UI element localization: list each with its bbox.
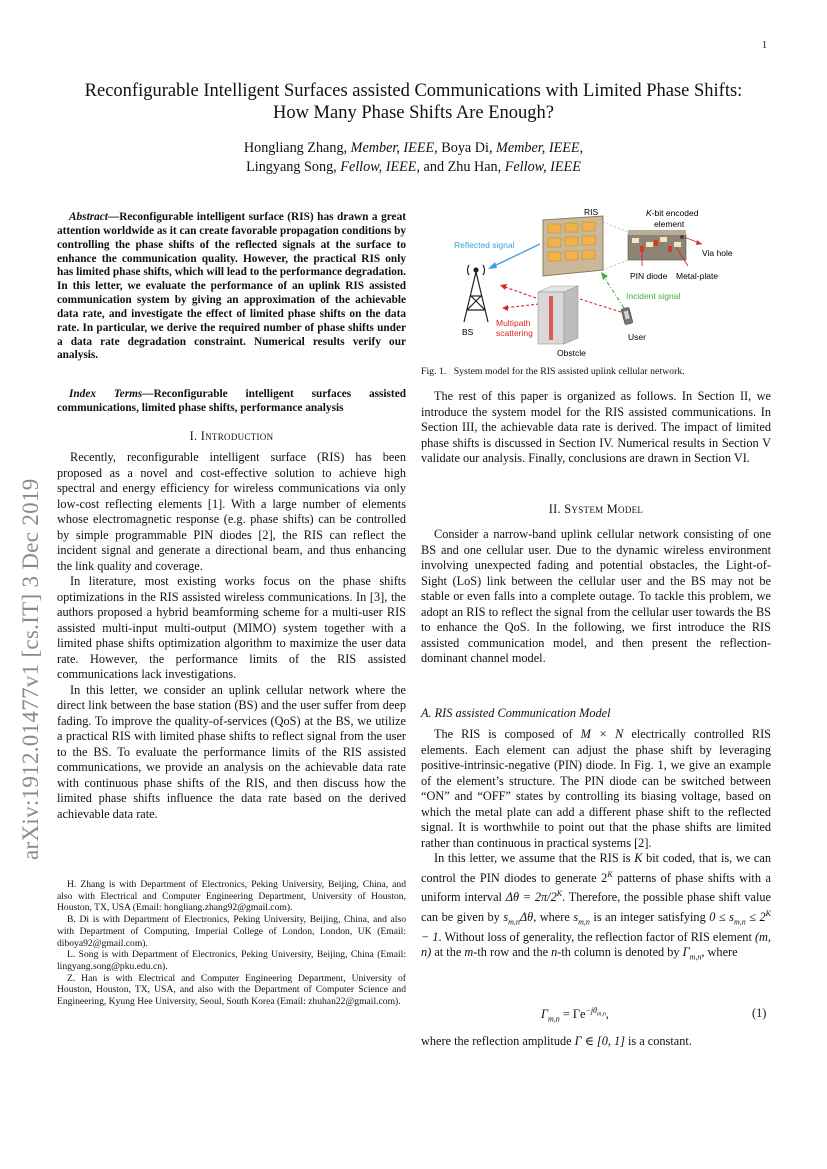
- paper-title: [40, 80, 787, 124]
- author-name: , and Zhu Han,: [416, 159, 505, 175]
- title-line-2: How Many Phase Shifts Are Enough?: [272, 103, 555, 123]
- footnote: H. Zhang is with Department of Electronics, Peking University, Beijing, China, and also with Electrical and Computer Engineering Department, University of Houston, Houston, TX, USA (Email: hongliang.zhang92@gmail.com).: [57, 879, 406, 914]
- section-heading-intro: I. Introduction: [189, 429, 274, 443]
- pin-diode-label: PIN diode: [630, 271, 668, 281]
- author-name: Lingyang Song,: [246, 159, 341, 175]
- author-affil: Fellow, IEEE: [340, 159, 417, 175]
- element-label: element: [654, 219, 685, 229]
- multipath-label-2: scattering: [496, 328, 533, 338]
- index-terms-text: —Reconfigurable intelligent surfaces assisted communications, limited phase shifts, performance analysis: [57, 388, 406, 414]
- paragraph: where the reflection amplitude Γ ∈ [0, 1] is a constant.: [421, 1034, 692, 1048]
- obstacle-label: Obstcle: [557, 348, 586, 358]
- author-list: [40, 139, 787, 177]
- equation-number: (1): [752, 1006, 767, 1020]
- footnotes: [57, 879, 406, 1008]
- ris-panel: [543, 216, 603, 276]
- equation-1: $\Gamma_{m,n} = \Gamma e^{-j\theta_{m,n}}$,: [541, 1006, 609, 1024]
- paragraph: Consider a narrow-band uplink cellular network consisting of one BS and one cellular user. Due to the dynamic wireless environment involving unexpected fading and potential obstacles, the Light-of-Sight (LoS) link between the cellular user and the BS may not be stable or even falls into a complete outage. To tackle this problem, we adopt an RIS to reflect the signal from the cellular user towards the BS to enhance the QoS. In the following, we first introduce the RIS assisted communication model, and then present the reflection-dominant channel model.: [421, 527, 771, 665]
- ris-model-body: [421, 727, 771, 965]
- paragraph: In this letter, we assume that the RIS is K bit coded, that is, we can control the PIN diodes to generate $2^K$ patterns of phase shifts with a uniform interval $\Delta\theta = 2\pi/2^K$. Therefore, the possible phase shift value can be given by $s_{m,n}\Delta\theta$, where $s_{m,n}$ is an integer satisfying $0 \le s_{m,n} \le 2^K - 1$. Without loss of generality, the reflection factor of RIS element (m, n) at the m-th row and the n-th column is denoted by $\Gamma_{m,n}$, where: [421, 851, 771, 962]
- author-name: Hongliang Zhang,: [243, 140, 351, 156]
- index-terms-label: Index Terms: [69, 388, 143, 400]
- section-overview: [421, 389, 771, 467]
- abstract-label: Abstract: [69, 211, 108, 223]
- user-phone-icon: [621, 307, 633, 325]
- figure-caption: [421, 366, 771, 377]
- footnote: B. Di is with Department of Electronics, Peking University, Beijing, China, and also with Department of Computing, Imperial College of London, London, UK (Email: diboya92@gmail.com).: [57, 914, 406, 949]
- figure-caption-label: Fig. 1.: [421, 366, 447, 377]
- arxiv-watermark: arXiv:1912.01477v1 [cs.IT] 3 Dec 2019: [18, 478, 43, 860]
- author-affil: Fellow, IEEE: [504, 159, 581, 175]
- footnote: L. Song is with Department of Electronics, Peking University, Beijing, China (Email: lingyang.song@pku.edu.cn).: [57, 949, 406, 972]
- bs-tower-icon: [464, 265, 488, 322]
- equation-followup: [421, 1034, 771, 1050]
- ris-element-closeup: [628, 230, 686, 260]
- paragraph: In literature, most existing works focus on the phase shifts optimizations in the RIS assisted wireless communications. In [3], the authors proposed a hybrid beamforming scheme for a multi-user RIS assisted multi-input multi-output (MIMO) system together with a limited phase shifts optimization algorithm to maximize the user data rate. However, the performance limits of the RIS assisted communications lack investigations.: [57, 574, 406, 681]
- obstacle-icon: [538, 286, 578, 344]
- figure-caption-text: System model for the RIS assisted uplink cellular network.: [453, 366, 685, 377]
- paragraph: Recently, reconfigurable intelligent surface (RIS) has been proposed as a novel and cost-effective solution to achieve high spectral and energy efficiency for wireless communications via only low-cost reflecting elements [1]. With a large number of elements whose electromagnetic response (e.g. phase shifts) can be controlled by simple programmable PIN diodes [2], the RIS can reflect the incident signal and generate a directional beam, and thus enhancing the link quality and coverage.: [57, 450, 406, 573]
- abstract: [57, 211, 406, 363]
- ris-label: RIS: [584, 207, 599, 217]
- via-hole-label: Via hole: [702, 248, 733, 258]
- author-name: , Boya Di,: [434, 140, 497, 156]
- system-model-figure: [440, 200, 740, 362]
- reflected-signal-label: Reflected signal: [454, 240, 515, 250]
- abstract-text: —Reconfigurable intelligent surface (RIS) has drawn a great attention worldwide as it can create favorable propagation conditions by controlling the phase shifts of the reflected signals at the surface to enhance the communication quality. However, the practical RIS only has limited phase shifts, which will lead to the performance degradation. In this letter, we evaluate the performance of an uplink RIS assisted communication system by giving an approximation of the achievable data rate, and investigate the effect of limited phase shifts on the data rate. In particular, we derive the required number of phase shifts under a data rate degradation constraint. Numerical results verify our analysis.: [57, 211, 406, 362]
- user-label: User: [628, 332, 646, 342]
- metal-plate-label: Metal-plate: [676, 271, 719, 281]
- bs-label: BS: [462, 327, 474, 337]
- author-affil: Member, IEEE: [496, 140, 580, 156]
- author-sep: ,: [579, 140, 584, 156]
- page-number: 1: [762, 40, 767, 51]
- title-line-1: Reconfigurable Intelligent Surfaces assisted Communications with Limited Phase Shifts:: [84, 81, 743, 101]
- authors-line-2: [40, 158, 787, 177]
- paragraph: The RIS is composed of M × N electrically controlled RIS elements. Each element can adjust the phase shift by leveraging positive-intrinsic-negative (PIN) diode. In Fig. 1, we give an example of the element’s structure. The PIN diode can be switched between “ON” and “OFF” states by controlling its biasing voltage, based on which the metal plate can add a different phase shift to the reflected signal. It is worthwhile to point out that the phase shifts are limited rather than continuous in practical systems [2].: [421, 727, 772, 850]
- multipath-label-1: Multipath: [496, 318, 531, 328]
- authors-line-1: [40, 139, 787, 158]
- author-affil: Member, IEEE: [350, 140, 435, 156]
- incident-signal-label: Incident signal: [626, 291, 681, 301]
- subsection-heading-a: A. RIS assisted Communication Model: [421, 706, 611, 720]
- index-terms: [57, 388, 406, 416]
- paragraph: In this letter, we consider an uplink cellular network where the direct link between the base station (BS) and the user suffer from deep fading. To improve the quality-of-services (QoS) at the BS, we utilize a practical RIS with limited phase shifts to reflect signal from the user to the BS. To evaluate the performance limits of the RIS assisted communications, we provide an analysis on the achievable data rate with continuous phase shifts of the RIS, and then discuss how the limited phase shifts influence the data rate based on the derived achievable data rate.: [57, 682, 406, 821]
- system-model-body: [421, 527, 771, 667]
- kbit-label: K-bit encoded: [646, 208, 699, 218]
- footnote: Z. Han is with Electrical and Computer Engineering Department, University of Houston, Houston, TX, USA, and also with the Department of Computer Science and Engineering, Kyung Hee University, Seoul, South Korea (Email: zhuhan22@gmail.com).: [57, 972, 406, 1008]
- intro-body: [57, 450, 406, 822]
- section-heading-system-model: II. System Model: [548, 502, 644, 516]
- paragraph: The rest of this paper is organized as follows. In Section II, we introduce the system model for the RIS assisted communications. In Section III, the achievable data rate is derived. The impact of limited phase shifts is discussed in Section IV. Numerical results in Section V validate our analysis. Finally, conclusions are drawn in Section VI.: [421, 389, 771, 465]
